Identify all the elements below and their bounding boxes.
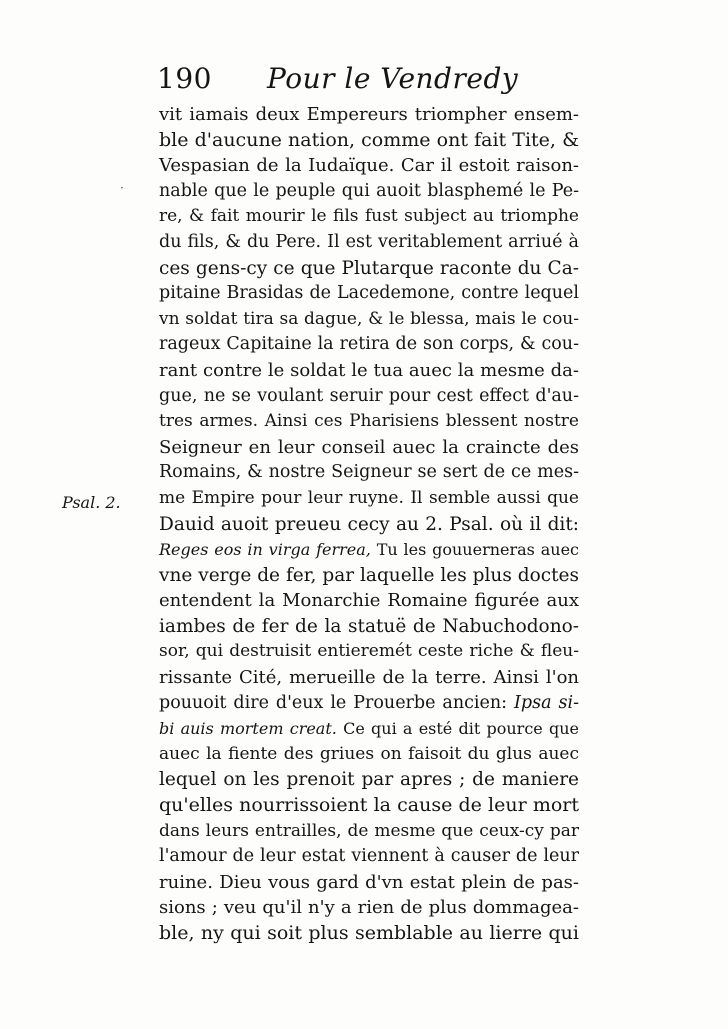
text-line [159, 844, 579, 870]
text-line [159, 486, 579, 512]
line-text: ruine. Dieu vous gard d'vn estat plein de pas- [159, 871, 579, 893]
line-text: vn soldat tira sa dague, & le blessa, mais le cou- [159, 308, 579, 329]
text-line [159, 691, 579, 717]
text-line [159, 179, 579, 205]
page-number: 190 [157, 62, 212, 95]
text-line [159, 665, 579, 691]
italic-latin-quote: Reges eos in virga ferrea, [159, 540, 371, 560]
line-text: Dauid auoit preueu cecy au 2. Psal. où il dit: [159, 513, 579, 535]
line-text: iambes de fer de la statuë de Nabuchodono- [159, 615, 579, 637]
text-line [159, 230, 579, 256]
text-line [159, 128, 579, 154]
text-line [159, 537, 579, 563]
text-line [159, 639, 579, 665]
line-text: sor, qui destruisit entieremét ceste riche & fleu- [159, 641, 579, 662]
line-text: Vespasian de la Iudaïque. Car il estoit raison- [159, 155, 579, 177]
line-text: Ce qui a esté dit pource que [336, 719, 580, 739]
line-text: rant contre le soldat le tua auec la mesme da- [159, 359, 579, 381]
margin-note-psalm-reference: Psal. 2. [62, 493, 121, 512]
line-text: pitaine Brasidas de Lacedemone, contre lequel [159, 283, 579, 304]
line-text: l'amour de leur estat viennent à causer de leur [159, 846, 579, 867]
text-line [159, 793, 579, 819]
text-line [159, 767, 579, 793]
italic-latin-quote: Ipsa si- [514, 692, 579, 713]
line-text: lequel on les prenoit par apres ; de maniere [159, 769, 579, 791]
text-line [159, 921, 579, 947]
line-text: rageux Capitaine la retira de son corps, & cou- [159, 334, 579, 355]
line-text: gue, ne se voulant seruir pour cest effect d'au- [159, 385, 579, 406]
text-line [159, 716, 579, 742]
text-line [159, 256, 579, 282]
line-text: tres armes. Ainsi ces Pharisiens blessent nostre [159, 411, 579, 432]
line-text: rissante Cité, merueille de la terre. Ainsi l'on [159, 667, 579, 689]
line-text: pouuoit dire d'eux le Prouerbe ancien: [159, 692, 515, 713]
line-text: vit iamais deux Empereurs triompher ensem- [159, 104, 579, 125]
line-text: qu'elles nourrissoient la cause de leur mort [159, 794, 579, 817]
line-text: Seigneur en leur conseil auec la craincte des [159, 436, 579, 458]
text-line [159, 102, 579, 128]
text-line [159, 563, 579, 589]
text-line [159, 588, 579, 614]
line-text: nable que le peuple qui auoit blasphemé le Pe- [159, 180, 579, 201]
page-header [157, 62, 577, 98]
line-text: Romains, & nostre Seigneur se sert de ce mes- [159, 462, 579, 483]
body-text [159, 102, 579, 947]
line-text: auec la fiente des griues on faisoit du glus auec [159, 743, 579, 764]
stray-ink-mark: · [120, 181, 124, 195]
line-text: vne verge de fer, par laquelle les plus doctes [159, 564, 579, 586]
line-text: me Empire pour leur ruyne. Il semble aussi que [159, 487, 579, 508]
text-line [159, 512, 579, 538]
line-text: ble, ny qui soit plus semblable au lierre qui [159, 922, 579, 944]
line-text: dans leurs entrailles, de mesme que ceux-cy par [159, 820, 579, 841]
line-text: du fils, & du Pere. Il est veritablement arriué à [159, 231, 579, 252]
text-line [159, 358, 579, 384]
text-line [159, 870, 579, 896]
line-text: Tu les gouuerneras auec [370, 540, 579, 560]
text-line [159, 153, 579, 179]
text-line [159, 281, 579, 307]
line-text: ble d'aucune nation, comme ont fait Tite, & [159, 128, 579, 151]
text-line [159, 895, 579, 921]
text-line [159, 384, 579, 410]
text-line [159, 307, 579, 333]
text-line [159, 204, 579, 230]
text-line [159, 435, 579, 461]
text-line [159, 409, 579, 435]
text-line [159, 819, 579, 845]
line-text: ces gens-cy ce que Plutarque raconte du Ca- [159, 257, 579, 279]
text-line [159, 742, 579, 768]
italic-latin-quote: bi auis mortem creat. [159, 719, 337, 739]
running-title: Pour le Vendredy [267, 62, 519, 95]
text-line [159, 460, 579, 486]
text-line [159, 332, 579, 358]
line-text: re, & fait mourir le fils fust subject au triomphe [159, 206, 579, 227]
line-text: entendent la Monarchie Romaine figurée aux [159, 590, 579, 612]
line-text: sions ; veu qu'il n'y a rien de plus dommagea- [159, 897, 579, 919]
text-line [159, 614, 579, 640]
